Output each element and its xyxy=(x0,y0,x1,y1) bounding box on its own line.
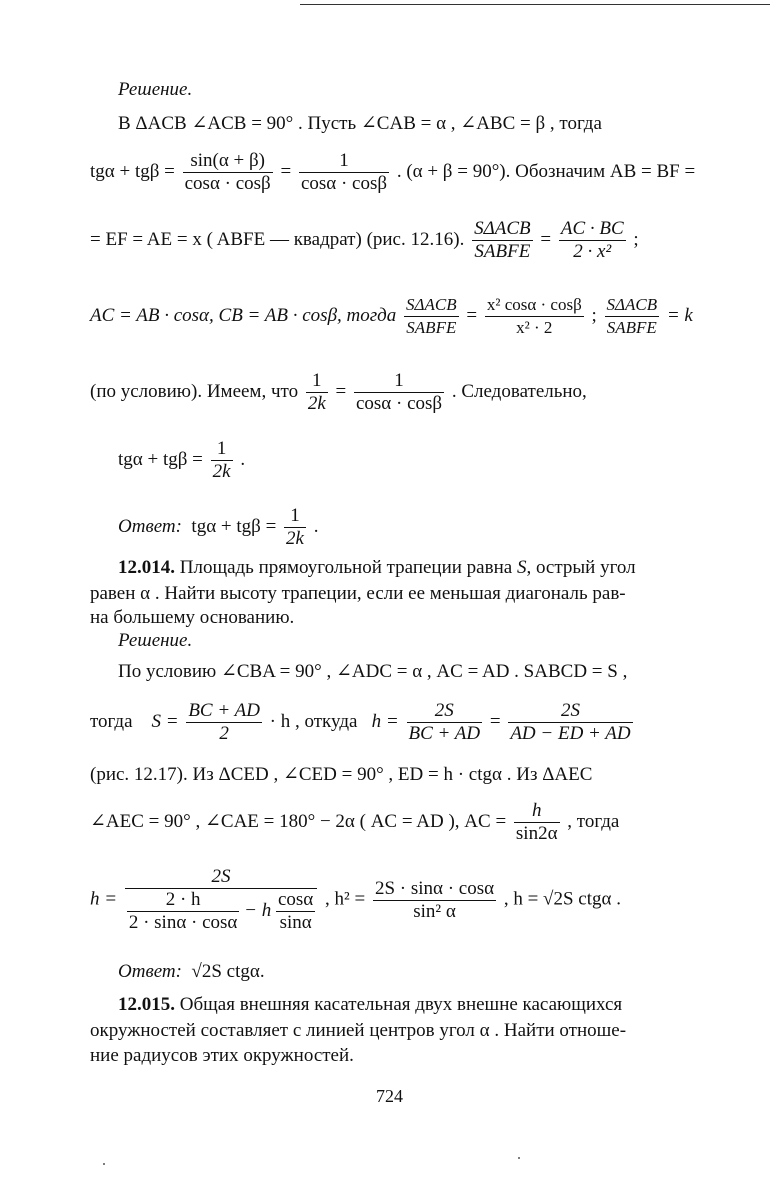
fraction-area-ratio-2: $\frac{\text{SΔACB}}{\text{SABFE}}$ xyxy=(406,295,457,337)
solution-line-5 xyxy=(90,370,587,415)
tg-sum: tgα + tgβ = xyxy=(191,515,277,537)
problem-number: 12.014. xyxy=(118,557,175,578)
answer-label: Ответ: xyxy=(118,961,182,982)
problem-12014-line-3: на большему основанию. xyxy=(90,607,295,628)
equals-sign: = xyxy=(489,710,501,732)
fraction-2s-bases: $\frac{2S}{BC + AD}$ xyxy=(408,700,481,744)
problem-text: Площадь прямоугольной трапеции равна xyxy=(179,557,513,578)
equals-sign: = xyxy=(540,228,552,250)
problem-12015-line-3: ние радиусов этих окружностей. xyxy=(90,1045,354,1066)
solution-label: Решение. xyxy=(118,79,193,100)
result-text: , h = √2S ctgα . xyxy=(503,888,621,910)
then-text: тогда xyxy=(90,710,133,732)
answer-value: √2S ctgα. xyxy=(191,961,265,982)
equals-sign: = xyxy=(466,304,478,326)
period: . xyxy=(240,448,246,470)
fraction-sin-sum: $\frac{\sin(\alpha + \beta)}{\cos\alpha \cdot \cos\beta}$ xyxy=(184,150,271,194)
solution2-line-5 xyxy=(90,866,621,934)
fraction-x-cos: $\frac{\text{x² cosα · cosβ}}{\text{x² · 2}}$ xyxy=(486,295,582,337)
solution-line-2 xyxy=(90,150,695,195)
page-number: 724 xyxy=(376,1086,403,1106)
scan-speck xyxy=(103,1163,105,1165)
solution-line-6 xyxy=(118,438,245,483)
fraction-answer: $\frac{1}{2k}$ xyxy=(286,505,304,549)
fraction-one-over-cos: $\frac{1}{\cos\alpha \cdot \cos\beta}$ xyxy=(300,150,388,194)
solution-line-3 xyxy=(90,218,639,263)
answer-2 xyxy=(118,960,265,984)
problem-text: , острый угол xyxy=(526,557,636,578)
period: . xyxy=(313,515,319,537)
solution2-line-4 xyxy=(90,800,619,845)
scan-speck xyxy=(518,1157,520,1159)
problem-12014-line-2: равен α . Найти высоту трапеции, если ее меньшая диагональ рав- xyxy=(90,583,626,604)
denote-text: . (α + β = 90°). Обозначим AB = BF = xyxy=(396,160,696,182)
problem-12015-line-2: окружностей составляет с линией центров угол α . Найти отноше- xyxy=(90,1020,627,1041)
top-rule xyxy=(300,4,770,5)
height-label: h = xyxy=(371,710,399,732)
angle-text: ∠AEC = 90° , ∠CAE = 180° − 2α ( AC = AD ), AC = xyxy=(90,810,507,832)
problem-text: Общая внешняя касательная двух внешне касающихся xyxy=(179,994,623,1015)
fraction-h-sin2a: $\frac{h}{\sin 2\alpha}$ xyxy=(515,800,558,844)
equals-sign: = xyxy=(335,380,347,402)
fraction-2s-ad: $\frac{2S}{AD - ED + AD}$ xyxy=(510,700,631,744)
condition-text: (по условию). Имеем, что xyxy=(90,380,299,402)
whence-text: · h , откуда xyxy=(269,710,358,732)
h-squared: , h² = xyxy=(325,888,366,910)
solution2-line-3: (рис. 12.17). Из ΔCED , ∠CED = 90° , ED = h · ctgα . Из ΔAEC xyxy=(90,764,593,785)
complex-fraction: 2S $\frac{2 \cdot h}{2 \cdot \sin\alpha \cdot \cos\alpha}$ − h $\frac{\cos\alpha}{\sin\alpha}$ xyxy=(125,866,317,934)
semicolon: ; xyxy=(633,228,639,250)
fraction-h-squared: $\frac{2S \cdot \sin\alpha \cdot \cos\alpha}{\text{sin² α}}$ xyxy=(374,877,495,922)
ac-cb-text: AC = AB · cosα, CB = AB · cosβ, тогда xyxy=(90,304,397,326)
fraction-ac-bc: $\frac{AC \cdot BC}{\text{2 · x²}}$ xyxy=(560,218,624,262)
solution2-line-1: По условию ∠CBA = 90° , ∠ADC = α , AC = AD . SABCD = S , xyxy=(118,661,628,682)
problem-12014-line-1: 12.014. Площадь прямоугольной трапеции равна S, острый угол xyxy=(118,557,636,578)
solution2-line-2 xyxy=(90,700,636,745)
square-text: = EF = AE = x ( ABFE — квадрат) (рис. 12.16). xyxy=(90,228,465,250)
answer-1 xyxy=(118,505,318,550)
tg-sum: tgα + tgβ = xyxy=(90,160,175,182)
fraction-result: $\frac{1}{2k}$ xyxy=(212,438,231,482)
tg-sum: tgα + tgβ = xyxy=(118,448,203,470)
solution-line-1: В ΔACB ∠ACB = 90° . Пусть ∠CAB = α , ∠ABC = β , тогда xyxy=(118,113,602,134)
fraction-bases: $\frac{BC + AD}{2}$ xyxy=(188,700,260,744)
fraction-one-over-2k: $\frac{1}{2k}$ xyxy=(307,370,326,414)
solution-label: Решение. xyxy=(118,630,193,651)
height-label: h = xyxy=(90,888,118,910)
problem-number: 12.015. xyxy=(118,994,175,1015)
solution-line-4 xyxy=(90,294,693,339)
answer-label: Ответ: xyxy=(118,515,182,537)
fraction-area-ratio-3: $\frac{\text{SΔACB}}{\text{SABFE}}$ xyxy=(606,295,658,337)
fraction-area-ratio: $\frac{\text{SΔACB}}{\text{SABFE}}$ xyxy=(474,218,531,262)
fraction-one-over-cos-2: $\frac{1}{\cos\alpha \cdot \cos\beta}$ xyxy=(355,370,443,414)
then-text: , тогда xyxy=(567,810,620,832)
semicolon: ; xyxy=(591,304,597,326)
problem-12015-line-1 xyxy=(118,993,622,1017)
equals-k: = k xyxy=(666,304,693,326)
equals-sign: = xyxy=(280,160,292,182)
area-formula: S = xyxy=(151,710,179,732)
consequently-text: . Следовательно, xyxy=(451,380,587,402)
